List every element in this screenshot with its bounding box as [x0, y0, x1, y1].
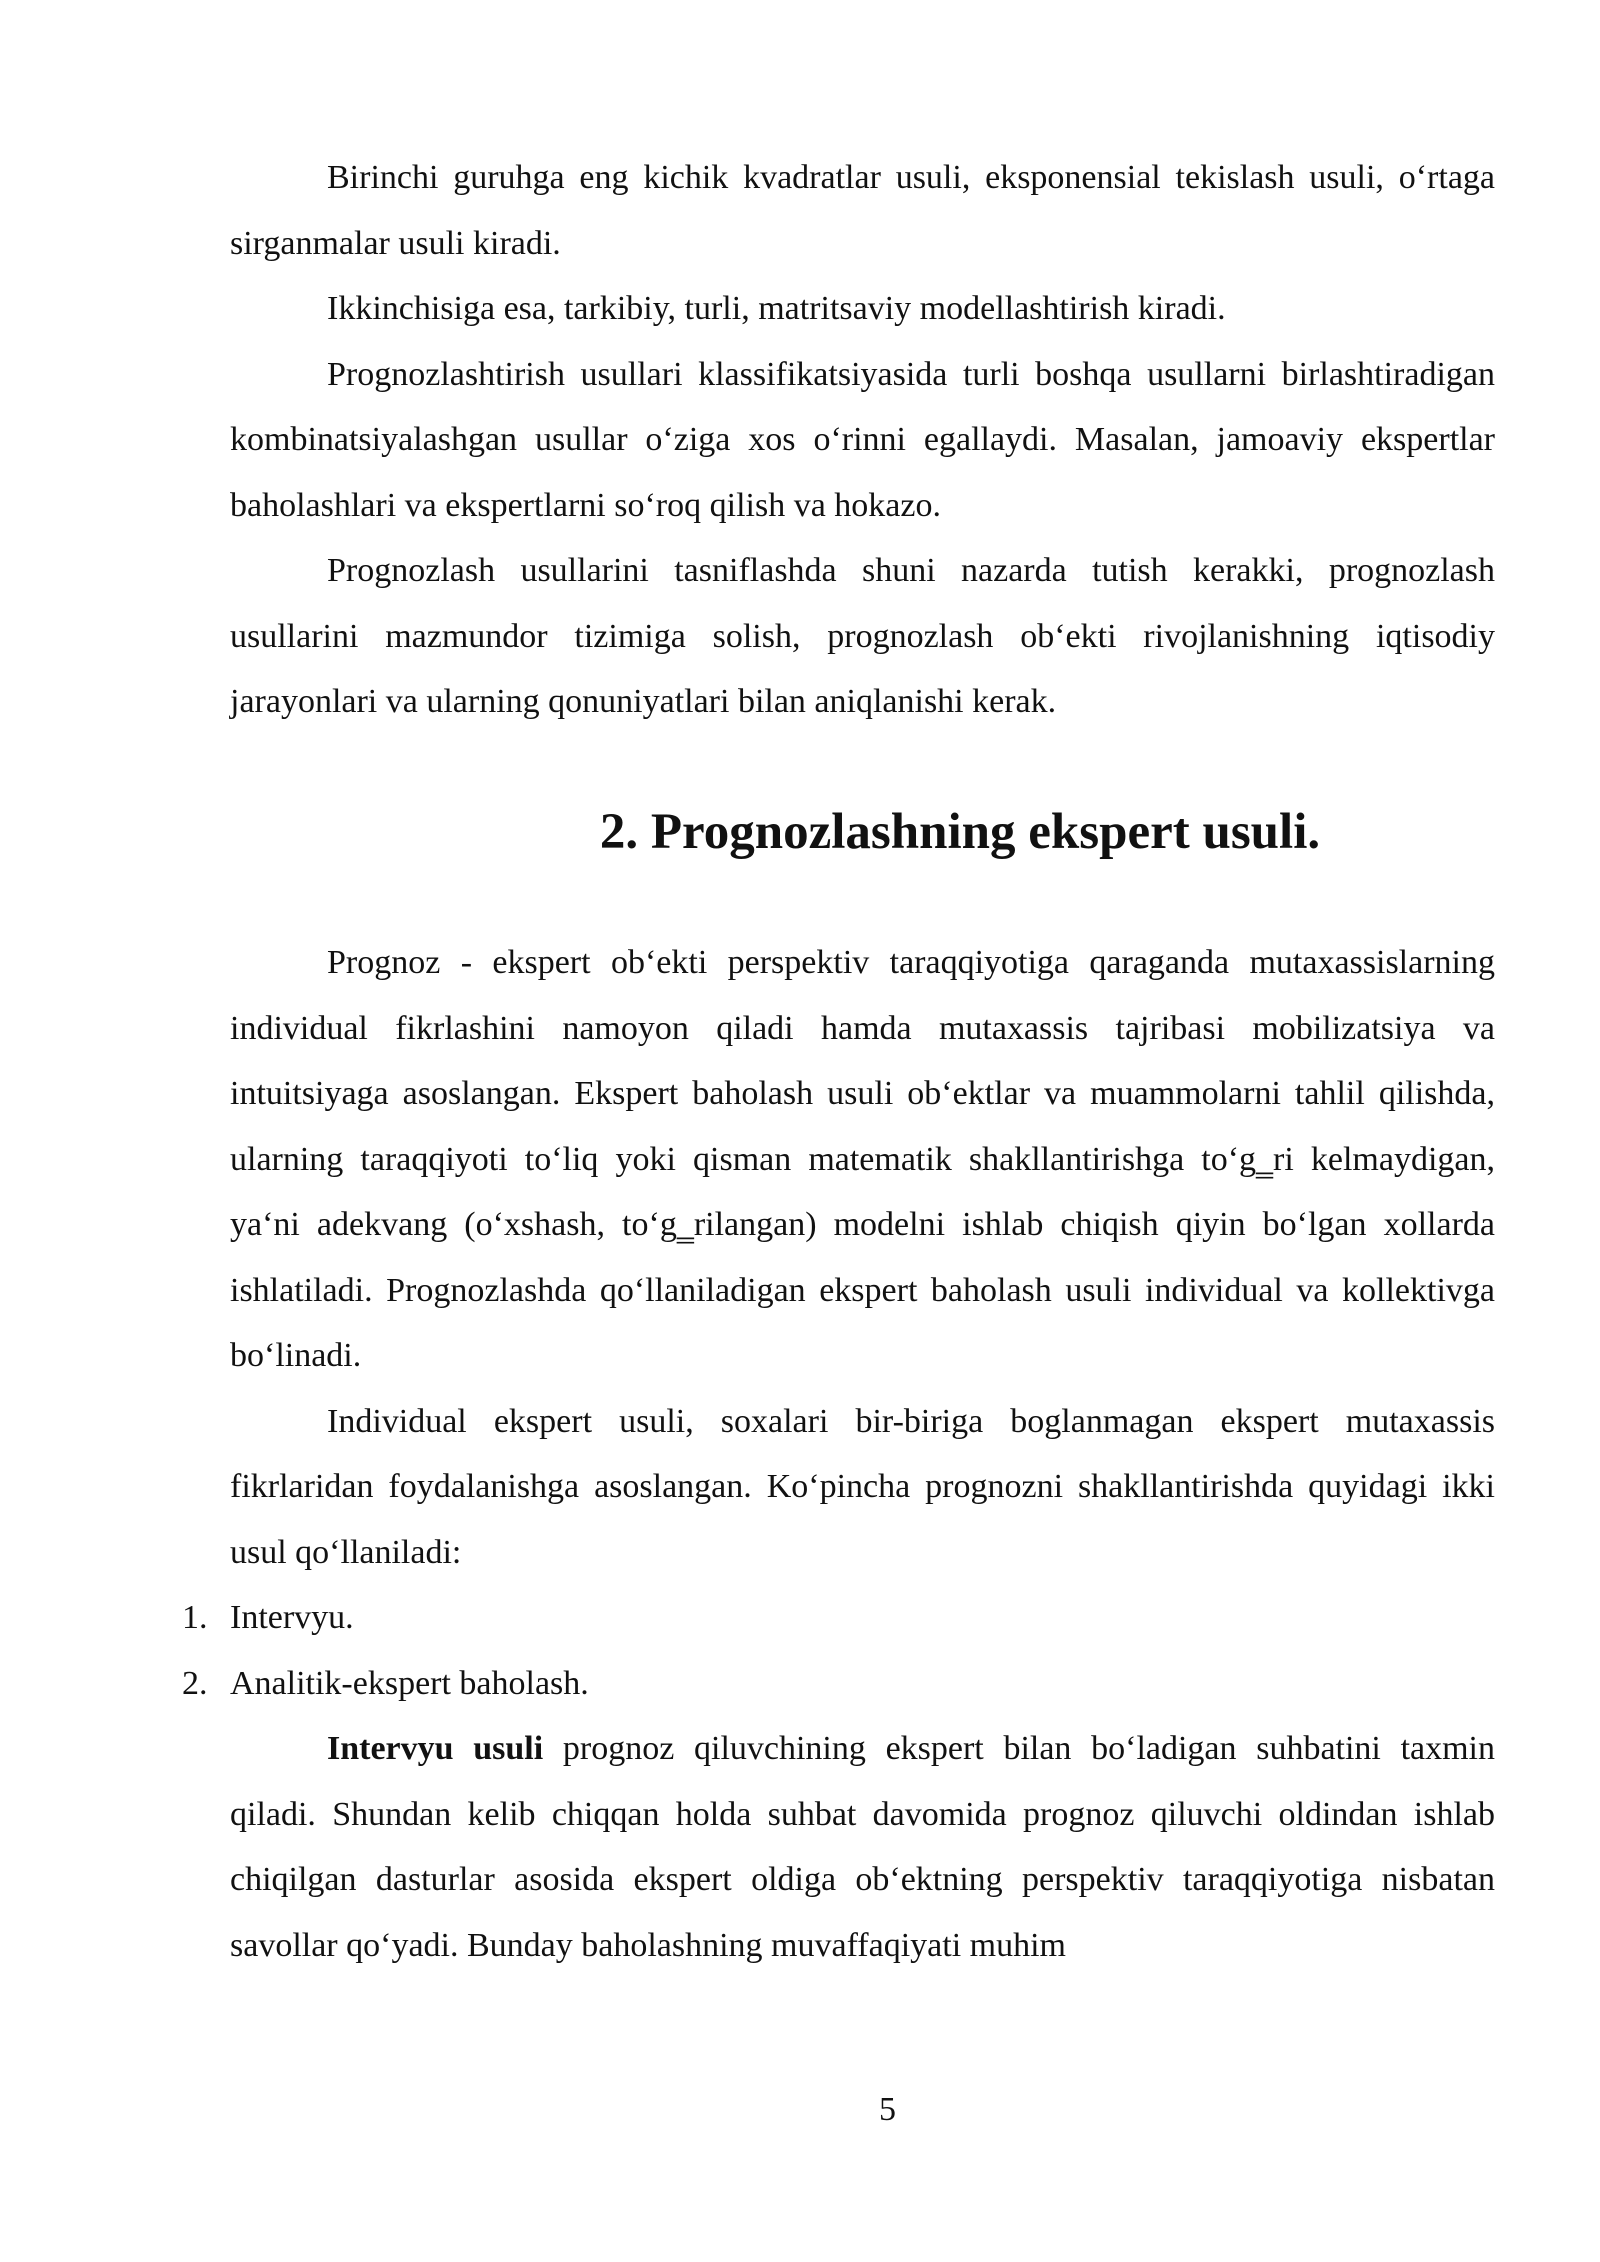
list-item: [182, 1651, 1495, 1717]
paragraph-combined-methods: Prognozlashtirish usullari klassifikatsiyasida turli boshqa usullarni birlashtiradigan kombinatsiyalashgan usullar o‘ziga xos o‘rinni egallaydi. Masalan, jamoaviy ekspertlar baholashlari va ekspertlarni so‘roq qilish va hokazo.: [230, 355, 1495, 524]
list-number: 2.: [182, 1664, 208, 1702]
list-item-text: Intervyu.: [230, 1599, 354, 1636]
page-number: 5: [879, 2091, 896, 2128]
paragraph-interview-method: [230, 1716, 1495, 1978]
paragraph-second-group: Ikkinchisiga esa, tarkibiy, turli, matritsaviy modellashtirish kiradi.: [327, 290, 1226, 327]
list-item: [182, 1585, 1495, 1651]
document-page: [182, 145, 1495, 1978]
section-heading: 2. Prognozlashning ekspert usuli.: [599, 803, 1321, 860]
list-item-text: Analitik-ekspert baholash.: [230, 1664, 589, 1702]
paragraph-expert-forecast: Prognoz - ekspert ob‘ekti perspektiv taraqqiyotiga qaraganda mutaxassislarning individual fikrlashini namoyon qiladi hamda mutaxassis tajribasi mobilizatsiya va intuitsiyaga asoslangan. Ekspert baholash usuli ob‘ektlar va muammolarni tahlil qilishda, ularning taraqqiyoti to‘liq yoki qisman matematik shakllantirishga to‘g‗ri kelmaydigan, ya‘ni adekvang (o‘xshash, to‘g‗rilangan) modelni ishlab chiqish qiyin bo‘lgan xollarda ishlatiladi. Prognozlashda qo‘llaniladigan ekspert baholash usuli individual va kollektivga bo‘linadi.: [230, 944, 1495, 1374]
methods-list: [182, 1585, 1495, 1716]
paragraph-classification: Prognozlash usullarini tasniflashda shuni nazarda tutish kerakki, prognozlash usullarini mazmundor tizimiga solish, prognozlash ob‘ekti rivojlanishning iqtisodiy jarayonlari va ularning qonuniyatlari bilan aniqlanishi kerak.: [230, 552, 1495, 720]
paragraph-individual-expert: Individual ekspert usuli, soxalari bir-biriga boglanmagan ekspert mutaxassis fikrlaridan foydalanishga asoslangan. Ko‘pincha prognozni shakllantirishda quyidagi ikki usul qo‘llaniladi:: [230, 1402, 1495, 1571]
paragraph-first-group: Birinchi guruhga eng kichik kvadratlar usuli, eksponensial tekislash usuli, o‘rtaga sirganmalar usuli kiradi.: [230, 159, 1495, 262]
list-number: 1.: [182, 1599, 208, 1636]
interview-method-text: prognoz qiluvchining ekspert bilan bo‘ladigan suhbatini taxmin qiladi. Shundan kelib chiqqan holda suhbat davomida prognoz qiluvchi oldindan ishlab chiqilgan dasturlar asosida ekspert oldiga ob‘ektning perspektiv taraqqiyotiga nisbatan savollar qo‘yadi. Bunday baholashning muvaffaqiyati muhim: [230, 1730, 1495, 1964]
interview-method-term: Intervyu usuli: [327, 1730, 544, 1767]
